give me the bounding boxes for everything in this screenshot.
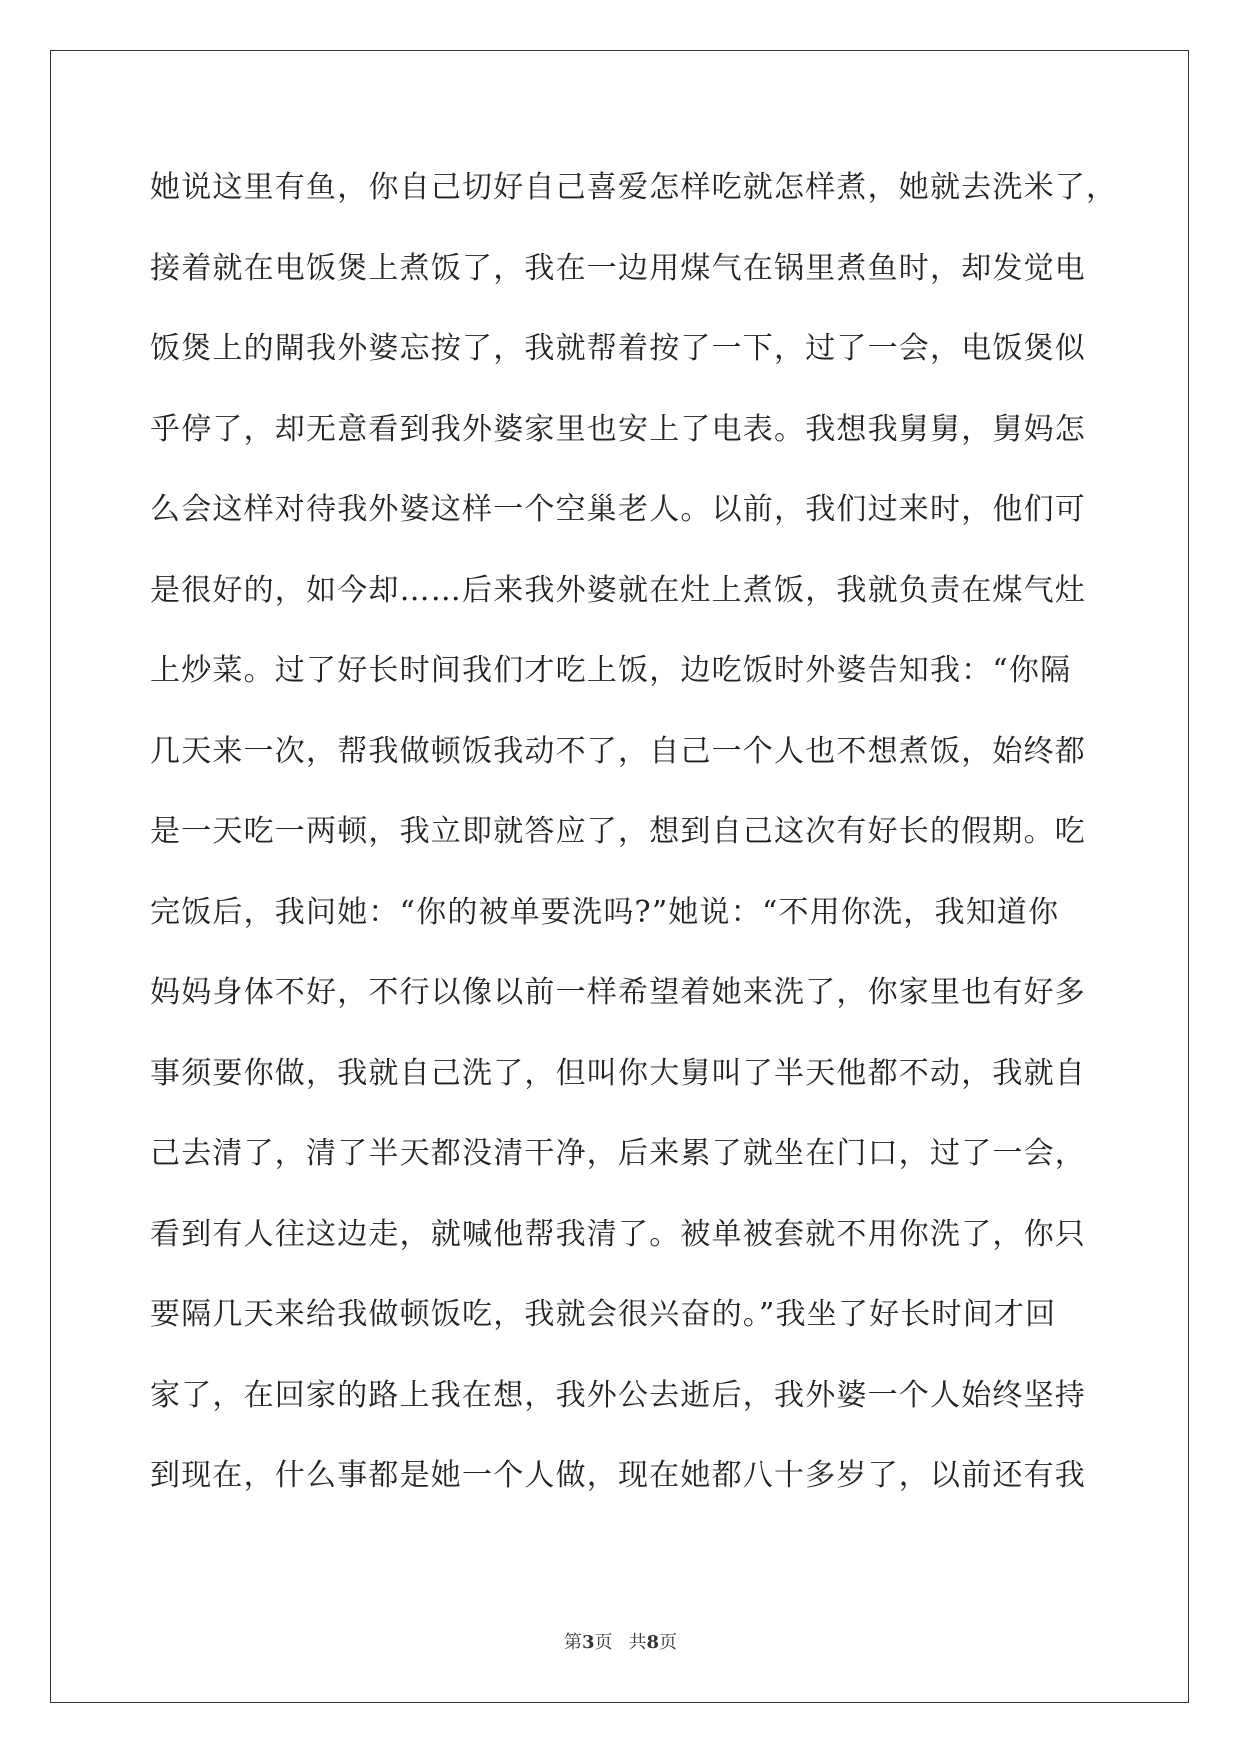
text-line: 几天来一次，帮我做顿饭我动不了，自己一个人也不想煮饭，始终都: [150, 733, 1086, 769]
text-line: 接着就在电饭煲上煮饭了，我在一边用煤气在锅里煮鱼时，却发觉电: [150, 250, 1086, 286]
text-line: 上炒菜。过了好长时间我们才吃上饭，边吃饭时外婆告知我：“你隔: [150, 653, 1072, 688]
body-text: [150, 158, 1118, 1527]
text-line: 乎停了，却无意看到我外婆家里也安上了电表。我想我舅舅，舅妈怎: [150, 411, 1086, 447]
text-line: 事须要你做，我就自己洗了，但叫你大舅叫了半天他都不动，我就自: [150, 1055, 1086, 1091]
text-line: 她说这里有鱼，你自己切好自己喜爱怎样吃就怎样煮，她就去洗米了，: [150, 170, 1118, 205]
page-number-suffix: 页: [594, 1632, 613, 1653]
total-pages-suffix: 页: [659, 1632, 678, 1653]
text-line: 看到有人往这边走，就喊他帮我清了。被单被套就不用你洗了，你只: [150, 1216, 1086, 1252]
text-line: 要隔几天来给我做顿饭吃，我就会很兴奋的。”我坐了好长时间才回: [150, 1297, 1057, 1332]
text-line: 饭煲上的閘我外婆忘按了，我就帮着按了一下，过了一会，电饭煲似: [150, 331, 1086, 366]
text-line: 妈妈身体不好，不行以像以前一样希望着她来洗了，你家里也有好多: [150, 975, 1086, 1010]
text-line: 己去清了，清了半天都没清干净，后来累了就坐在门口，过了一会，: [150, 1136, 1086, 1171]
text-line: 完饭后，我问她：“你的被单要洗吗?”她说：“不用你洗，我知道你: [150, 894, 1060, 930]
total-pages-prefix: 共: [628, 1632, 647, 1653]
text-line: 到现在，什么事都是她一个人做，现在她都八十多岁了，以前还有我: [150, 1458, 1086, 1493]
page-footer: [0, 1628, 1241, 1654]
current-page-number: 3: [581, 1632, 595, 1653]
text-line: 是很好的，如今却……后来我外婆就在灶上煮饭，我就负责在煤气灶: [150, 572, 1086, 608]
text-line: 家了，在回家的路上我在想，我外公去逝后，我外婆一个人始终坚持: [150, 1377, 1086, 1413]
text-line: 么会这样对待我外婆这样一个空巢老人。以前，我们过来时，他们可: [150, 492, 1086, 527]
page-number-prefix: 第: [563, 1632, 582, 1653]
total-pages-number: 8: [646, 1632, 660, 1653]
text-line: 是一天吃一两顿，我立即就答应了，想到自己这次有好长的假期。吃: [150, 814, 1086, 849]
